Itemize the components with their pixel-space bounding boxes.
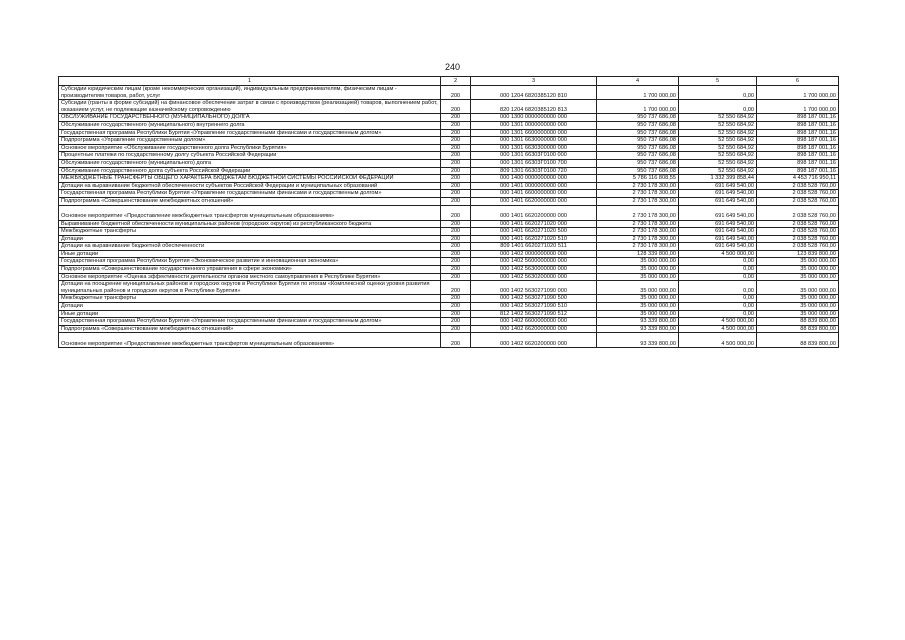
cell-executed: 52 550 684,92 — [679, 159, 757, 167]
cell-remaining: 898 187 001,16 — [757, 121, 839, 129]
cell-executed: 691 649 540,00 — [679, 243, 757, 251]
cell-budget-code: 000 1402 0000000000 000 — [471, 250, 597, 258]
cell-approved: 2 730 178 300,00 — [597, 220, 679, 228]
cell-remaining: 898 187 001,16 — [757, 114, 839, 122]
cell-description: Дотации — [59, 235, 441, 243]
cell-line-code: 200 — [441, 318, 471, 326]
table-body — [59, 86, 839, 348]
header-col-4: 4 — [597, 77, 679, 86]
cell-executed: 4 500 000,00 — [679, 333, 757, 348]
cell-remaining: 4 453 716 950,11 — [757, 175, 839, 183]
table-row — [59, 220, 839, 228]
cell-remaining: 2 038 528 760,00 — [757, 182, 839, 190]
cell-description: Процентные платежи по государственному долгу субъекта Российской Федерации — [59, 152, 441, 160]
cell-description: Основное мероприятие «Предоставление межбюджетных трансфертов муниципальным образованиям» — [59, 333, 441, 348]
cell-line-code: 200 — [441, 152, 471, 160]
cell-executed: 691 649 540,00 — [679, 205, 757, 220]
cell-executed: 4 500 000,00 — [679, 250, 757, 258]
cell-approved: 128 339 800,00 — [597, 250, 679, 258]
cell-executed: 52 550 684,92 — [679, 129, 757, 137]
cell-approved: 35 000 000,00 — [597, 303, 679, 311]
cell-remaining: 1 700 000,00 — [757, 86, 839, 100]
cell-budget-code: 000 1402 5630200000 000 — [471, 273, 597, 281]
cell-budget-code: 812 1402 5630271090 512 — [471, 310, 597, 318]
cell-executed: 52 550 684,92 — [679, 152, 757, 160]
cell-description: ОБСЛУЖИВАНИЕ ГОСУДАРСТВЕННОГО (МУНИЦИПАЛЬНОГО) ДОЛГА — [59, 114, 441, 122]
cell-approved: 950 737 686,08 — [597, 159, 679, 167]
cell-executed: 4 500 000,00 — [679, 325, 757, 333]
cell-budget-code: 000 1301 66303Г0100 000 — [471, 152, 597, 160]
table-row — [59, 144, 839, 152]
cell-remaining: 35 000 000,00 — [757, 310, 839, 318]
cell-description: Обслуживание государственного (муниципального) внутреннего долга — [59, 121, 441, 129]
table-row — [59, 333, 839, 348]
cell-description: Подпрограмма «Совершенствование межбюджетных отношений» — [59, 325, 441, 333]
cell-description: Государственная программа Республики Бурятия «Экономическое развитие и инновационная экономика» — [59, 258, 441, 266]
cell-line-code: 200 — [441, 250, 471, 258]
cell-remaining: 35 000 000,00 — [757, 273, 839, 281]
cell-approved: 1 700 000,00 — [597, 100, 679, 114]
table-row — [59, 258, 839, 266]
cell-executed: 52 550 684,92 — [679, 144, 757, 152]
cell-budget-code: 000 1401 6620200000 000 — [471, 205, 597, 220]
cell-line-code: 200 — [441, 197, 471, 205]
cell-remaining: 88 839 800,00 — [757, 325, 839, 333]
table-header-row — [59, 77, 839, 86]
cell-line-code: 200 — [441, 159, 471, 167]
cell-budget-code: 000 1401 6620000000 000 — [471, 197, 597, 205]
cell-approved: 950 737 686,08 — [597, 114, 679, 122]
cell-description: Основное мероприятие «Предоставление межбюджетных трансфертов муниципальным образованиям» — [59, 205, 441, 220]
cell-budget-code: 000 1402 5630271090 500 — [471, 295, 597, 303]
cell-approved: 1 700 000,00 — [597, 86, 679, 100]
cell-description: Иные дотации — [59, 310, 441, 318]
cell-line-code: 200 — [441, 137, 471, 145]
cell-budget-code: 809 1401 6620271020 511 — [471, 243, 597, 251]
table-row — [59, 197, 839, 205]
cell-approved: 2 730 178 300,00 — [597, 243, 679, 251]
cell-budget-code: 809 1301 66303Г0100 720 — [471, 167, 597, 175]
table-row — [59, 325, 839, 333]
header-col-2: 2 — [441, 77, 471, 86]
cell-line-code: 200 — [441, 258, 471, 266]
cell-budget-code: 000 1401 6600000000 000 — [471, 190, 597, 198]
cell-remaining: 88 839 800,00 — [757, 318, 839, 326]
cell-executed: 52 550 684,92 — [679, 137, 757, 145]
cell-line-code: 200 — [441, 333, 471, 348]
cell-budget-code: 000 1402 5630271090 000 — [471, 281, 597, 295]
cell-approved: 950 737 686,08 — [597, 137, 679, 145]
cell-approved: 93 339 800,00 — [597, 318, 679, 326]
cell-executed: 691 649 540,00 — [679, 235, 757, 243]
cell-remaining: 35 000 000,00 — [757, 266, 839, 274]
table-row — [59, 159, 839, 167]
cell-description: Выравнивание бюджетной обеспеченности муниципальных районов (городских округов) из республиканского бюджета — [59, 220, 441, 228]
cell-description: Обслуживание государственного (муниципального) долга — [59, 159, 441, 167]
cell-description: Подпрограмма «Управление государственным долгом» — [59, 137, 441, 145]
header-col-6: 6 — [757, 77, 839, 86]
cell-line-code: 200 — [441, 129, 471, 137]
cell-executed: 691 649 540,00 — [679, 228, 757, 236]
cell-budget-code: 000 1401 0000000000 000 — [471, 182, 597, 190]
cell-line-code: 200 — [441, 205, 471, 220]
cell-budget-code: 820 1204 6820385120 813 — [471, 100, 597, 114]
cell-remaining: 2 038 528 760,00 — [757, 228, 839, 236]
cell-description: Подпрограмма «Совершенствование государственного управления в сфере экономики» — [59, 266, 441, 274]
cell-executed: 691 649 540,00 — [679, 220, 757, 228]
cell-approved: 2 730 178 300,00 — [597, 235, 679, 243]
cell-line-code: 200 — [441, 235, 471, 243]
cell-remaining: 898 187 001,16 — [757, 137, 839, 145]
cell-description: Дотации на поощрение муниципальных районов и городских округов в Республике Бурятия по итогам «Комплексной оценки уровня развития муниципальных районов и городских округов в Республике Бурятия» — [59, 281, 441, 295]
cell-budget-code: 000 1402 5630271090 510 — [471, 303, 597, 311]
table-row — [59, 152, 839, 160]
cell-line-code: 200 — [441, 281, 471, 295]
budget-table — [58, 76, 839, 348]
cell-line-code: 200 — [441, 86, 471, 100]
cell-line-code: 200 — [441, 325, 471, 333]
table-row — [59, 318, 839, 326]
cell-budget-code: 000 1300 0000000000 000 — [471, 114, 597, 122]
table-row — [59, 121, 839, 129]
cell-budget-code: 000 1301 0000000000 000 — [471, 121, 597, 129]
cell-line-code: 200 — [441, 182, 471, 190]
cell-approved: 2 730 178 300,00 — [597, 190, 679, 198]
cell-remaining: 2 038 528 760,00 — [757, 235, 839, 243]
cell-executed: 691 649 540,00 — [679, 197, 757, 205]
cell-approved: 35 000 000,00 — [597, 258, 679, 266]
table-row — [59, 281, 839, 295]
cell-executed: 0,00 — [679, 281, 757, 295]
cell-executed: 52 550 684,92 — [679, 114, 757, 122]
cell-remaining: 2 038 528 760,00 — [757, 205, 839, 220]
cell-executed: 0,00 — [679, 100, 757, 114]
cell-line-code: 200 — [441, 167, 471, 175]
cell-line-code: 200 — [441, 303, 471, 311]
table-row — [59, 175, 839, 183]
table-row — [59, 295, 839, 303]
cell-description: Дотации — [59, 303, 441, 311]
table-row — [59, 114, 839, 122]
cell-executed: 691 649 540,00 — [679, 190, 757, 198]
cell-budget-code: 000 1402 6620200000 000 — [471, 333, 597, 348]
cell-approved: 2 730 178 300,00 — [597, 182, 679, 190]
cell-remaining: 898 187 001,16 — [757, 129, 839, 137]
cell-line-code: 200 — [441, 273, 471, 281]
cell-approved: 35 000 000,00 — [597, 310, 679, 318]
cell-budget-code: 000 1301 6630000000 000 — [471, 137, 597, 145]
cell-budget-code: 000 1400 0000000000 000 — [471, 175, 597, 183]
table-row — [59, 182, 839, 190]
cell-description: Государственная программа Республики Бурятия «Управление государственными финансами и государственным долгом» — [59, 129, 441, 137]
cell-description: Межбюджетные трансферты — [59, 295, 441, 303]
cell-remaining: 88 839 800,00 — [757, 333, 839, 348]
cell-line-code: 200 — [441, 220, 471, 228]
cell-executed: 4 500 000,00 — [679, 318, 757, 326]
cell-description: Государственная программа Республики Бурятия «Управление государственными финансами и государственным долгом» — [59, 318, 441, 326]
cell-remaining: 898 187 001,16 — [757, 144, 839, 152]
cell-executed: 0,00 — [679, 258, 757, 266]
cell-description: Иные дотации — [59, 250, 441, 258]
cell-approved: 950 737 686,08 — [597, 121, 679, 129]
cell-line-code: 200 — [441, 121, 471, 129]
table-row — [59, 303, 839, 311]
cell-approved: 35 000 000,00 — [597, 273, 679, 281]
table-row — [59, 310, 839, 318]
cell-remaining: 898 187 001,16 — [757, 159, 839, 167]
cell-line-code: 200 — [441, 243, 471, 251]
cell-line-code: 200 — [441, 100, 471, 114]
cell-description: Межбюджетные трансферты — [59, 228, 441, 236]
cell-approved: 5 786 116 808,55 — [597, 175, 679, 183]
cell-description: Обслуживание государственного долга субъекта Российской Федерации — [59, 167, 441, 175]
cell-executed: 0,00 — [679, 303, 757, 311]
cell-line-code: 200 — [441, 266, 471, 274]
cell-remaining: 898 187 001,16 — [757, 167, 839, 175]
cell-budget-code: 000 1204 6820385120 810 — [471, 86, 597, 100]
cell-approved: 35 000 000,00 — [597, 266, 679, 274]
cell-budget-code: 000 1402 5630000000 000 — [471, 266, 597, 274]
cell-budget-code: 000 1402 5600000000 000 — [471, 258, 597, 266]
cell-budget-code: 000 1301 6630300000 000 — [471, 144, 597, 152]
cell-remaining: 35 000 000,00 — [757, 295, 839, 303]
cell-remaining: 2 038 528 760,00 — [757, 190, 839, 198]
cell-budget-code: 000 1401 6620271020 500 — [471, 228, 597, 236]
table-row — [59, 129, 839, 137]
cell-remaining: 898 187 001,16 — [757, 152, 839, 160]
table-row — [59, 190, 839, 198]
cell-line-code: 200 — [441, 144, 471, 152]
cell-approved: 2 730 178 300,00 — [597, 205, 679, 220]
cell-description: Основное мероприятие «Обслуживание государственного долга Республики Бурятия» — [59, 144, 441, 152]
cell-line-code: 200 — [441, 295, 471, 303]
table-row — [59, 100, 839, 114]
table-row — [59, 167, 839, 175]
cell-line-code: 200 — [441, 310, 471, 318]
cell-description: Государственная программа Республики Бурятия «Управление государственными финансами и государственным долгом» — [59, 190, 441, 198]
cell-approved: 35 000 000,00 — [597, 295, 679, 303]
cell-approved: 2 730 178 300,00 — [597, 228, 679, 236]
cell-remaining: 2 038 528 760,00 — [757, 243, 839, 251]
cell-executed: 691 649 540,00 — [679, 182, 757, 190]
cell-executed: 0,00 — [679, 310, 757, 318]
table-row — [59, 273, 839, 281]
cell-approved: 950 737 686,08 — [597, 144, 679, 152]
cell-approved: 2 730 178 300,00 — [597, 197, 679, 205]
table-row — [59, 228, 839, 236]
cell-approved: 950 737 686,08 — [597, 129, 679, 137]
cell-description: Субсидии юридическим лицам (кроме некоммерческих организаций), индивидуальным предпринимателям, физическим лицам - производителям товаров, работ, услуг — [59, 86, 441, 100]
cell-budget-code: 000 1301 6600000000 000 — [471, 129, 597, 137]
page-number: 240 — [444, 62, 461, 72]
header-col-5: 5 — [679, 77, 757, 86]
cell-description: Подпрограмма «Совершенствование межбюджетных отношений» — [59, 197, 441, 205]
cell-description: МЕЖБЮДЖЕТНЫЕ ТРАНСФЕРТЫ ОБЩЕГО ХАРАКТЕРА БЮДЖЕТАМ БЮДЖЕТНОЙ СИСТЕМЫ РОССИЙСКОЙ ФЕДЕРАЦИИ — [59, 175, 441, 183]
cell-budget-code: 000 1402 6620000000 000 — [471, 325, 597, 333]
cell-executed: 0,00 — [679, 266, 757, 274]
cell-remaining: 2 038 528 760,00 — [757, 197, 839, 205]
cell-budget-code: 000 1301 66303Г0100 700 — [471, 159, 597, 167]
cell-budget-code: 000 1401 6620271020 510 — [471, 235, 597, 243]
cell-line-code: 200 — [441, 114, 471, 122]
cell-description: Основное мероприятие «Оценка эффективности деятельности органов местного самоуправления в Республике Бурятия» — [59, 273, 441, 281]
cell-line-code: 200 — [441, 228, 471, 236]
cell-remaining: 2 038 528 760,00 — [757, 220, 839, 228]
cell-remaining: 1 700 000,00 — [757, 100, 839, 114]
table-row — [59, 86, 839, 100]
cell-remaining: 35 000 000,00 — [757, 281, 839, 295]
cell-executed: 1 332 399 858,44 — [679, 175, 757, 183]
header-col-3: 3 — [471, 77, 597, 86]
cell-executed: 52 550 684,92 — [679, 167, 757, 175]
table-row — [59, 205, 839, 220]
cell-line-code: 200 — [441, 175, 471, 183]
cell-executed: 0,00 — [679, 86, 757, 100]
table-row — [59, 235, 839, 243]
cell-remaining: 123 839 800,00 — [757, 250, 839, 258]
cell-executed: 0,00 — [679, 295, 757, 303]
cell-approved: 93 339 800,00 — [597, 333, 679, 348]
cell-approved: 35 000 000,00 — [597, 281, 679, 295]
table-row — [59, 137, 839, 145]
table-row — [59, 266, 839, 274]
cell-approved: 93 339 800,00 — [597, 325, 679, 333]
table-row — [59, 250, 839, 258]
cell-budget-code: 000 1402 6600000000 000 — [471, 318, 597, 326]
cell-description: Дотации на выравнивание бюджетной обеспеченности субъектов Российской Федерации и муниципальных образований — [59, 182, 441, 190]
cell-line-code: 200 — [441, 190, 471, 198]
cell-remaining: 35 000 000,00 — [757, 303, 839, 311]
cell-description: Дотации на выравнивание бюджетной обеспеченности — [59, 243, 441, 251]
cell-description: Субсидии (гранты в форме субсидий) на финансовое обеспечение затрат в связи с производством (реализацией) товаров, выполнением работ, оказанием услуг, не подлежащие казначейскому сопровождению — [59, 100, 441, 114]
cell-budget-code: 000 1401 6620271020 000 — [471, 220, 597, 228]
cell-approved: 950 737 686,08 — [597, 152, 679, 160]
cell-executed: 52 550 684,92 — [679, 121, 757, 129]
table-row — [59, 243, 839, 251]
cell-approved: 950 737 686,08 — [597, 167, 679, 175]
header-col-1: 1 — [59, 77, 441, 86]
cell-remaining: 35 000 000,00 — [757, 258, 839, 266]
cell-executed: 0,00 — [679, 273, 757, 281]
